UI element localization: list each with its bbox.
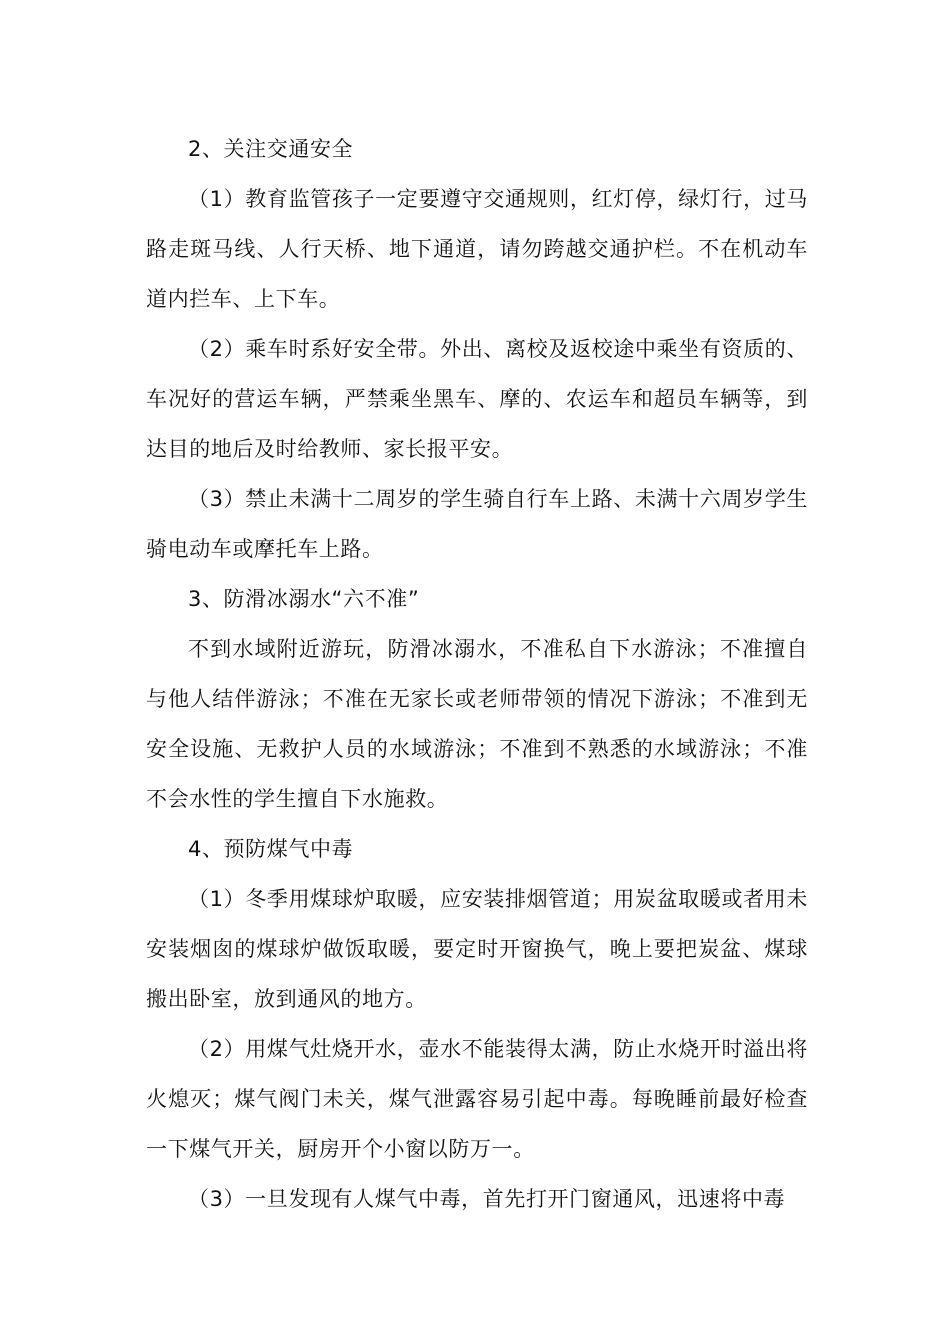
paragraph-gas-stove: （2）用煤气灶烧开水，壶水不能装得太满，防止水烧开时溢出将火熄灭；煤气阀门未关，煤气泄露容易引起中毒。每晚睡前最好检查一下煤气开关，厨房开个小窗以防万一。 [146, 1037, 808, 1161]
section-heading-traffic: 2、关注交通安全 [188, 137, 354, 161]
section-heading-drowning: 3、防滑冰溺水“六不准” [188, 587, 420, 611]
paragraph-traffic-rules: （1）教育监管孩子一定要遵守交通规则，红灯停，绿灯行，过马路走斑马线、人行天桥、地下通道，请勿跨越交通护栏。不在机动车道内拦车、上下车。 [146, 187, 808, 311]
section-heading-gas: 4、预防煤气中毒 [188, 837, 354, 861]
paragraph-gas-poisoning: （3）一旦发现有人煤气中毒，首先打开门窗通风，迅速将中毒 [188, 1187, 786, 1211]
paragraph-coal-stove: （1）冬季用煤球炉取暖，应安装排烟管道；用炭盆取暖或者用未安装烟囱的煤球炉做饭取暖，要定时开窗换气，晚上要把炭盆、煤球搬出卧室，放到通风的地方。 [146, 887, 808, 1011]
paragraph-cycling-age: （3）禁止未满十二周岁的学生骑自行车上路、未满十六周岁学生骑电动车或摩托车上路。 [146, 487, 808, 561]
document-page [146, 124, 808, 1224]
paragraph-six-rules: 不到水域附近游玩，防滑冰溺水，不准私自下水游泳；不准擅自与他人结伴游泳；不准在无家长或老师带领的情况下游泳；不准到无安全设施、无救护人员的水域游泳；不准到不熟悉的水域游泳；不准不会水性的学生擅自下水施救。 [146, 637, 808, 811]
paragraph-seatbelt: （2）乘车时系好安全带。外出、离校及返校途中乘坐有资质的、车况好的营运车辆，严禁乘坐黑车、摩的、农运车和超员车辆等，到达目的地后及时给教师、家长报平安。 [146, 337, 808, 461]
